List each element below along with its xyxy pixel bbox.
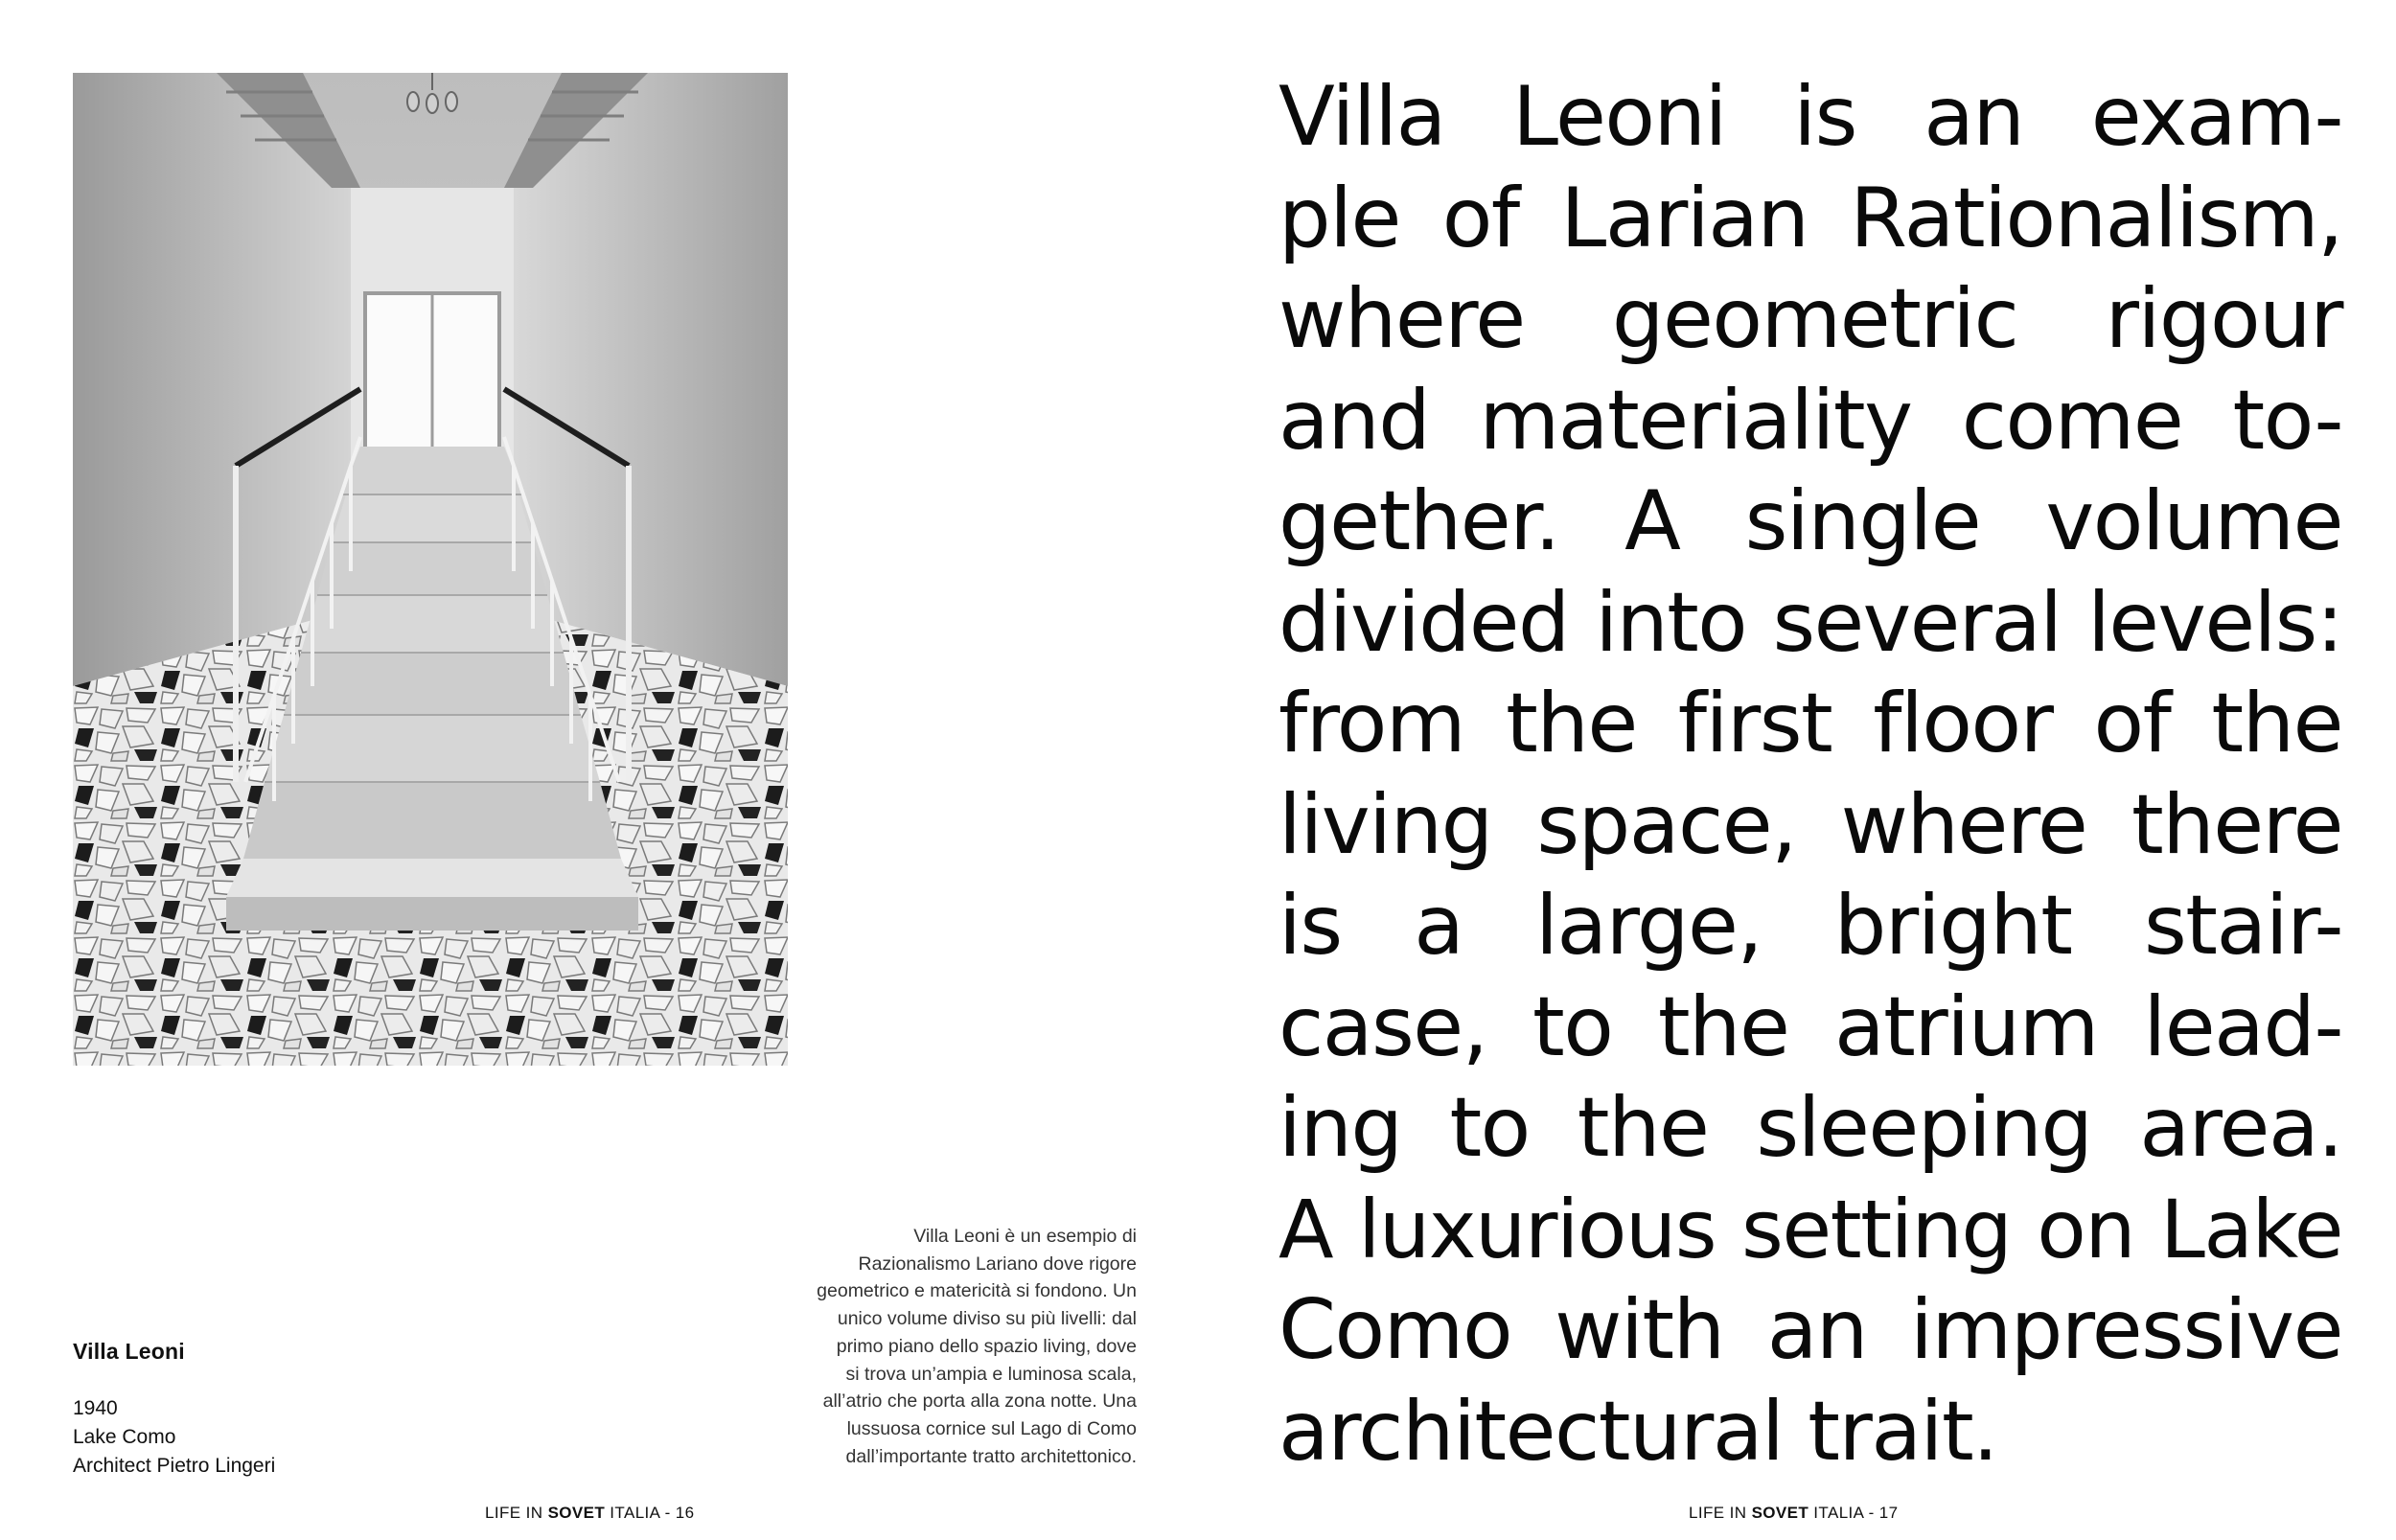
caption-title: Villa Leoni: [73, 1339, 185, 1364]
caption-architect: Architect Pietro Lingeri: [73, 1455, 276, 1477]
italian-line: geometrico e matericità si fondono. Un: [817, 1280, 1137, 1302]
italian-line: unico volume diviso su più livelli: dal: [837, 1308, 1137, 1330]
english-line: A luxurious setting on Lake: [1279, 1182, 2342, 1276]
caption-year: 1940: [73, 1397, 118, 1419]
english-line: from the first floor of the: [1279, 676, 2342, 771]
english-line: where geometric rigour: [1279, 271, 2342, 367]
page-folio-left: [485, 1504, 695, 1523]
english-line: divided into several levels:: [1279, 575, 2342, 671]
folio-brand: SOVET: [547, 1504, 606, 1522]
folio-brand: SOVET: [1751, 1504, 1809, 1522]
caption-meta: [73, 1394, 275, 1481]
english-line: ple of Larian Rationalism,: [1279, 170, 2342, 266]
folio-prefix: LIFE IN: [485, 1504, 548, 1522]
italian-line: Villa Leoni è un esempio di: [913, 1226, 1137, 1247]
caption-location: Lake Como: [73, 1426, 176, 1448]
italian-line: primo piano dello spazio living, dove: [836, 1335, 1137, 1357]
folio-suffix: ITALIA - 17: [1809, 1504, 1899, 1522]
english-line: living space, where there: [1279, 776, 2342, 873]
folio-prefix: LIFE IN: [1689, 1504, 1752, 1522]
english-line: and materiality come to-: [1279, 372, 2342, 469]
staircase-photo: [73, 73, 788, 1066]
page-folio-right: [1689, 1504, 1899, 1523]
italian-line: si trova un’ampia e luminosa scala,: [845, 1363, 1137, 1385]
english-line: is a large, bright stair-: [1279, 878, 2342, 974]
english-line: ing to the sleeping area.: [1279, 1080, 2342, 1176]
italian-line: Razionalismo Lariano dove rigore: [858, 1253, 1137, 1275]
english-line: Como with an impressive: [1279, 1282, 2342, 1378]
english-line: Villa Leoni is an exam-: [1279, 69, 2342, 165]
italian-line: dall’importante tratto architettonico.: [845, 1445, 1137, 1467]
italian-line: lussuosa cornice sul Lago di Como: [846, 1417, 1137, 1439]
right-page: [1198, 0, 2396, 1540]
english-line: architectural trait.: [1279, 1383, 1998, 1480]
italian-line: all’atrio che porta alla zona notte. Una: [822, 1391, 1137, 1413]
english-line: case, to the atrium lead-: [1279, 978, 2342, 1075]
english-paragraph: [1279, 67, 2342, 1483]
english-line: gether. A single volume: [1279, 473, 2342, 569]
folio-suffix: ITALIA - 16: [605, 1504, 695, 1522]
italian-paragraph: [734, 1223, 1137, 1470]
